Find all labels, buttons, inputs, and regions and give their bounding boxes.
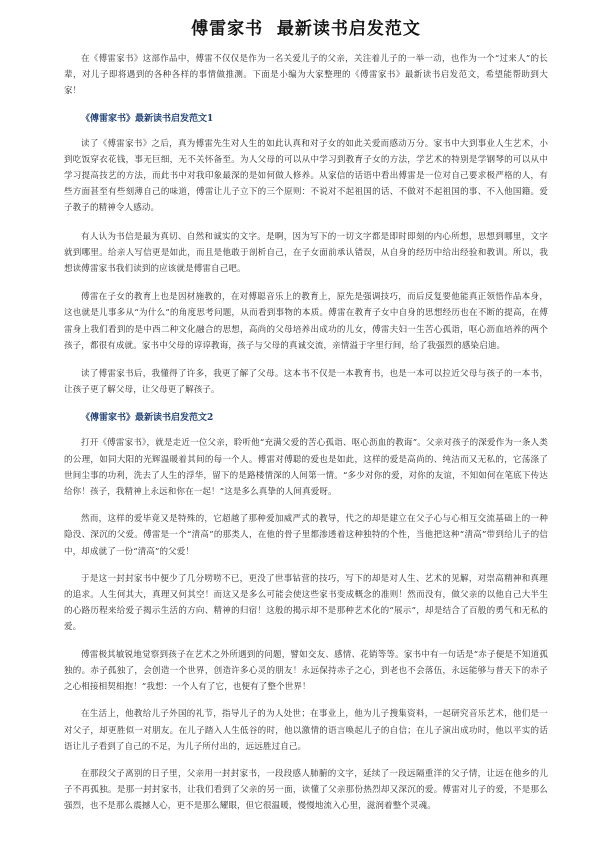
section2-paragraph-5: 在生活上，他教给儿子外国的礼节，指导儿子的为人处世；在事业上，他为儿子搜集资料，一起研究音乐艺术，他们是一对父子，却更胜似一对朋友。在儿子踏入人生低谷的时，他以激情的语言唤起儿子的自信；在儿子演出成功时，他以平实的话语让儿子看到了自己的不足，为儿子所付出的，远远胜过自己。 [64, 709, 548, 752]
section2-paragraph-4: 傅雷极其敏锐地觉察到孩子在艺术之外所遇到的问题，譬如交友、感情、花销等等。家书中有一句话是“赤子便是不知道孤独的。赤子孤独了，会创造一个世界，创造许多心灵的朋友！永远保持赤子之心，到老也不会落伍，永远能够与普天下的赤子之心相接相契相抱！”我想：一个人有了它，也便有了整个世界！ [64, 649, 548, 693]
document-page [64, 0, 548, 826]
section2-paragraph-6: 在那段父子离别的日子里，父亲用一封封家书，一段段感人肺腑的文字，延续了一段远隔重洋的父子情，让远在他乡的儿子不再孤独。是那一封封家书，让我们看到了父亲的另一面，读懂了父亲那份热烈却又深沉的爱。傅雷对儿子的爱，不是那么强烈，也不是那么震撼人心，更不是那么耀眼，但它很温暖，慢慢地流入心里，滋润着整个灵魂。 [64, 768, 548, 812]
section1-paragraph-4: 读了傅雷家书后，我懂得了许多，我更了解了父母。这本书不仅是一本教育书，也是一本可以拉近父母与孩子的一本书，让孩子更了解父母，让父母更了解孩子。 [64, 369, 548, 396]
section-heading-1: 《傅雷家书》最新读书启发范文1 [81, 113, 214, 124]
section1-paragraph-3: 傅雷在子女的教育上也是因材施教的，在对傅聪音乐上的教育上，原先是强调技巧，而后反复要他能真正领悟作品本身，这也就是儿事多从“为什么”的角度思考问题，从而看到事物的本质。傅雷在教育子女中自身的思想经历也在不断的提高，在傅雷身上我们看到的是中西二种文化融合的思想，高尚的父母培养出成功的儿女，傅雷夫妇一生苦心孤诣，呕心沥血培养的两个孩子，都很有成就。家书中父母的谆谆教诲，孩子与父母的真诚交流，亲情溢于字里行间，给了我强烈的感染启迪。 [64, 292, 548, 351]
page-title: 傅雷家书 最新读书启发范文 [191, 19, 421, 39]
section2-paragraph-2: 然而，这样的爱毕竟又是特殊的，它超越了那种爱加威严式的教导，代之的却是建立在父子心与心相互交流基础上的一种隐没、深沉的父爱。傅雷是一个“清高”的那类人，在他的骨子里都渗透着这种独特的个性，当他把这种“清高”带到给儿子的信中，却成就了一份“清高”的父爱！ [64, 514, 548, 557]
section2-paragraph-3: 于是这一封封家书中便少了几分唠唠不已，更没了世事钻营的技巧，写下的却是对人生、艺术的见解，对崇高精神和真理的追求。人生何其大，真理又何其空！而这又是多么可能会使这些家书变成概念的准则！然而没有，做父亲的以他自己大半生的心路历程来给爱子揭示生活的方向、精神的归宿！这般的揭示却不是那种艺术化的“展示”，却是结合了百般的勇气和无私的爱。 [64, 573, 548, 633]
section1-paragraph-2: 有人认为书信是最为真切、自然和诚实的文字。是啊，因为写下的一切文字都是即时即刻的内心所想，思想到哪里，文字就到哪里。给亲人写信更是如此，而且是他敢于剖析自己，在子女面前承认错误，从自身的经历中给出经验和教训。所以，我想读傅雷家书我们读到的应该就是傅雷自己吧。 [64, 231, 548, 275]
intro-paragraph: 在《傅雷家书》这部作品中，傅雷不仅仅是作为一名关爱儿子的父亲，关注着儿子的一举一动，也作为一个“过来人”的长辈，对儿子即将遇到的各种各样的事情做推测。下面是小编为大家整理的《傅雷家书》最新读书启发范文，希望能帮助到大家！ [64, 54, 548, 97]
section1-paragraph-1: 读了《傅雷家书》之后，真为傅雷先生对人生的如此认真和对子女的如此关爱而感动万分。家书中大到事业人生艺术，小到吃饭穿衣花钱，事无巨细，无不关怀备至。为人父母的可以从中学习到教育子女的方法，学艺术的特别是学钢琴的可以从中学习提高技艺的方法，而此书中对我印象最深的是如何做人修养。从家信的话语中看出傅雷是一位对自己要求极严格的人，有些方面甚至有些刻薄自己的味道，傅雷让儿子立下的三个原则：不说对不起祖国的话、不做对不起祖国的事、不入他国籍。爱子教子的精神令人感动。 [64, 138, 548, 214]
section2-paragraph-1: 打开《傅雷家书》，就是走近一位父亲，聆听他“充满父爱的苦心孤诣、呕心沥血的教诲”。父亲对孩子的深爱作为一条人类的公理，如同大阳的光辉温暖着其间的每一个人。傅雷对傅聪的爱也是如此，这样的爱是高尚的、纯洁而又无私的，它荡涤了世间尘事的功利，洗去了人生的浮华，留下的是路楼情深的人间第一情。“多少对你的爱，对你的友谊，不知如何在笔底下传达给你！孩子，我精神上永远和你在一起！”这是多么真挚的人间真爱呀。 [64, 438, 548, 498]
section-heading-2: 《傅雷家书》最新读书启发范文2 [81, 413, 214, 424]
